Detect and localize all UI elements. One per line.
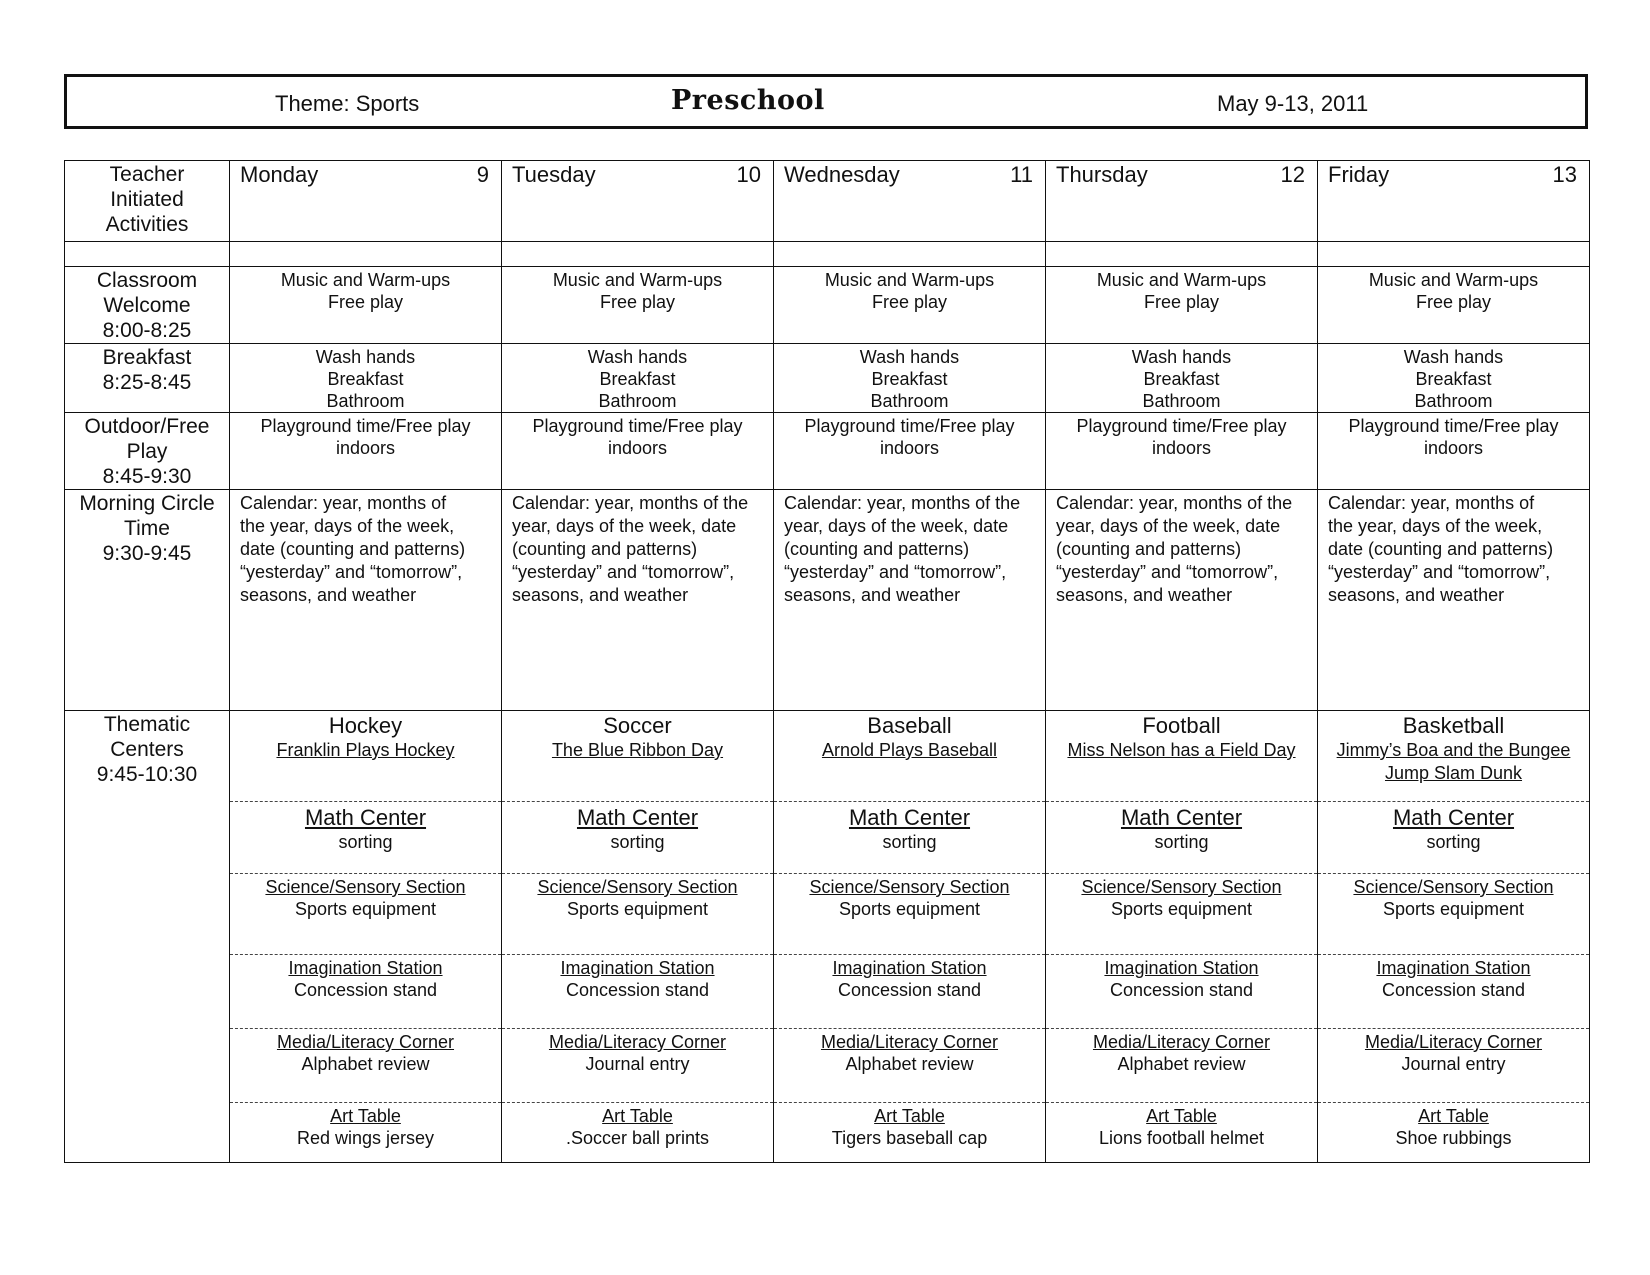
media-center (1318, 1028, 1589, 1102)
breakfast-line: Wash hands (1131, 347, 1232, 367)
circle-line: Calendar: year, months of the (1056, 493, 1293, 513)
circle-line: “yesterday” and “tomorrow”, (784, 562, 1007, 582)
art-center-label: Art Table (330, 1106, 401, 1126)
day-header-row (65, 161, 1590, 242)
math-center-activity: sorting (1426, 832, 1481, 852)
breakfast-line: Bathroom (598, 391, 677, 411)
circle-line: “yesterday” and “tomorrow”, (1056, 562, 1279, 582)
row-label-thematic (65, 711, 230, 1163)
art-center-activity: .Soccer ball prints (565, 1128, 710, 1148)
day-name: Thursday (1056, 162, 1148, 187)
book-title: Miss Nelson has a Field Day (1067, 740, 1296, 760)
thematic-cell (774, 711, 1046, 1163)
welcome-line: Free play (599, 292, 676, 312)
theme-block (1318, 711, 1589, 801)
circle-line: date (counting and patterns) (1328, 539, 1554, 559)
thematic-cell (1046, 711, 1318, 1163)
circle-line: seasons, and weather (1056, 585, 1233, 605)
circle-line: seasons, and weather (512, 585, 689, 605)
day-header-thursday (1046, 161, 1318, 242)
breakfast-line: Breakfast (327, 369, 404, 389)
math-center (774, 801, 1045, 873)
row-label-line: Welcome (103, 294, 191, 317)
row-label-line: 8:25-8:45 (102, 371, 192, 394)
math-center-label: Math Center (576, 805, 699, 830)
circle-line: “yesterday” and “tomorrow”, (512, 562, 735, 582)
media-center-activity: Alphabet review (301, 1054, 430, 1074)
row-label-circle (65, 490, 230, 711)
math-center-activity: sorting (610, 832, 665, 852)
math-center-activity: sorting (882, 832, 937, 852)
outdoor-line: indoors (1151, 438, 1212, 458)
outdoor-line: Playground time/Free play (532, 416, 743, 436)
circle-cell (502, 490, 774, 711)
row-label-line: 9:30-9:45 (102, 542, 192, 565)
science-center (502, 873, 773, 954)
outdoor-line: indoors (879, 438, 940, 458)
science-center-activity: Sports equipment (1382, 899, 1525, 919)
empty-cell (502, 242, 774, 267)
science-center-activity: Sports equipment (838, 899, 981, 919)
breakfast-line: Bathroom (1414, 391, 1493, 411)
math-center-label: Math Center (304, 805, 427, 830)
outdoor-cell (502, 413, 774, 490)
media-center-label: Media/Literacy Corner (1092, 1032, 1271, 1052)
imagination-center (1046, 954, 1317, 1028)
row-label-line: Activities (105, 213, 189, 236)
imagination-center (502, 954, 773, 1028)
row-outdoor (65, 413, 1590, 490)
circle-cell (1318, 490, 1590, 711)
science-center-label: Science/Sensory Section (1081, 877, 1282, 897)
outdoor-line: Playground time/Free play (804, 416, 1015, 436)
outdoor-line: Playground time/Free play (1348, 416, 1559, 436)
book-title: Franklin Plays Hockey (276, 740, 455, 760)
art-center-label: Art Table (1418, 1106, 1489, 1126)
imagination-center-activity: Concession stand (293, 980, 438, 1000)
outdoor-line: Playground time/Free play (260, 416, 471, 436)
circle-line: the year, days of the week, (240, 516, 455, 536)
imagination-center (1318, 954, 1589, 1028)
art-center-label: Art Table (1146, 1106, 1217, 1126)
art-center-activity: Lions football helmet (1098, 1128, 1265, 1148)
breakfast-line: Breakfast (1415, 369, 1492, 389)
circle-line: year, days of the week, date (784, 516, 1009, 536)
science-center-label: Science/Sensory Section (537, 877, 738, 897)
theme-block (1046, 711, 1317, 801)
science-center-activity: Sports equipment (1110, 899, 1253, 919)
imagination-center-activity: Concession stand (1109, 980, 1254, 1000)
breakfast-line: Bathroom (1142, 391, 1221, 411)
day-number: 9 (476, 162, 489, 187)
circle-line: “yesterday” and “tomorrow”, (1328, 562, 1551, 582)
imagination-center-activity: Concession stand (565, 980, 710, 1000)
breakfast-cell (1046, 344, 1318, 413)
day-number: 12 (1280, 162, 1305, 187)
imagination-center-label: Imagination Station (560, 958, 715, 978)
welcome-line: Music and Warm-ups (280, 270, 451, 290)
math-center-activity: sorting (338, 832, 393, 852)
empty-cell (1046, 242, 1318, 267)
circle-line: Calendar: year, months of (240, 493, 447, 513)
circle-cell (1046, 490, 1318, 711)
row-thematic (65, 711, 1590, 1163)
row-label-line: Outdoor/Free (84, 415, 210, 438)
circle-cell (230, 490, 502, 711)
row-label-line: Breakfast (102, 346, 192, 369)
theme-block (230, 711, 501, 801)
sport-name: Baseball (867, 713, 952, 738)
science-center (774, 873, 1045, 954)
breakfast-line: Bathroom (870, 391, 949, 411)
circle-line: seasons, and weather (1328, 585, 1505, 605)
art-center (774, 1102, 1045, 1162)
science-center (230, 873, 501, 954)
breakfast-line: Wash hands (315, 347, 416, 367)
outdoor-cell (1046, 413, 1318, 490)
page-title: Preschool (671, 85, 825, 116)
empty-cell (230, 242, 502, 267)
science-center-activity: Sports equipment (566, 899, 709, 919)
welcome-line: Free play (1415, 292, 1492, 312)
welcome-line: Music and Warm-ups (1368, 270, 1539, 290)
art-center-label: Art Table (602, 1106, 673, 1126)
row-label-line: Thematic (103, 713, 191, 736)
row-label-line: 8:45-9:30 (102, 465, 192, 488)
theme-label: Theme: Sports (275, 91, 420, 116)
row-label-line: Centers (110, 738, 184, 761)
spacer-row (65, 242, 1590, 267)
math-center-label: Math Center (848, 805, 971, 830)
outdoor-line: indoors (1423, 438, 1484, 458)
math-center (502, 801, 773, 873)
science-center-label: Science/Sensory Section (809, 877, 1010, 897)
media-center-label: Media/Literacy Corner (548, 1032, 727, 1052)
circle-line: “yesterday” and “tomorrow”, (240, 562, 463, 582)
row-circle (65, 490, 1590, 711)
math-center (1318, 801, 1589, 873)
theme-block (774, 711, 1045, 801)
media-center-activity: Journal entry (585, 1054, 690, 1074)
breakfast-cell (502, 344, 774, 413)
science-center (1046, 873, 1317, 954)
theme-block (502, 711, 773, 801)
welcome-line: Free play (871, 292, 948, 312)
math-center (230, 801, 501, 873)
circle-line: (counting and patterns) (784, 539, 970, 559)
art-center-activity: Tigers baseball cap (831, 1128, 988, 1148)
day-number: 10 (736, 162, 761, 187)
thematic-cell (1318, 711, 1590, 1163)
circle-line: Calendar: year, months of (1328, 493, 1535, 513)
circle-line: (counting and patterns) (1056, 539, 1242, 559)
welcome-cell (1318, 267, 1590, 344)
row-label-line: Teacher (109, 163, 185, 186)
circle-line: date (counting and patterns) (240, 539, 466, 559)
day-name: Friday (1328, 162, 1390, 187)
breakfast-line: Breakfast (1143, 369, 1220, 389)
math-center (1046, 801, 1317, 873)
outdoor-line: indoors (607, 438, 668, 458)
art-center-activity: Shoe rubbings (1395, 1128, 1512, 1148)
media-center (774, 1028, 1045, 1102)
imagination-center-label: Imagination Station (1376, 958, 1531, 978)
breakfast-cell (1318, 344, 1590, 413)
media-center-label: Media/Literacy Corner (820, 1032, 999, 1052)
day-name: Monday (240, 162, 319, 187)
day-number: 11 (1010, 162, 1033, 187)
circle-line: the year, days of the week, (1328, 516, 1543, 536)
science-center-label: Science/Sensory Section (265, 877, 466, 897)
row-label-outdoor (65, 413, 230, 490)
row-label-line: Play (126, 440, 168, 463)
imagination-center-activity: Concession stand (1381, 980, 1526, 1000)
corner-label (65, 161, 230, 242)
imagination-center (774, 954, 1045, 1028)
outdoor-cell (230, 413, 502, 490)
outdoor-cell (774, 413, 1046, 490)
breakfast-line: Wash hands (587, 347, 688, 367)
imagination-center-label: Imagination Station (832, 958, 987, 978)
row-label-line: 9:45-10:30 (96, 763, 198, 786)
row-breakfast (65, 344, 1590, 413)
imagination-center-label: Imagination Station (288, 958, 443, 978)
science-center-activity: Sports equipment (294, 899, 437, 919)
media-center-activity: Journal entry (1401, 1054, 1506, 1074)
circle-line: Calendar: year, months of the (784, 493, 1021, 513)
welcome-cell (1046, 267, 1318, 344)
media-center-activity: Alphabet review (1117, 1054, 1246, 1074)
breakfast-line: Bathroom (326, 391, 405, 411)
circle-line: year, days of the week, date (1056, 516, 1281, 536)
breakfast-line: Wash hands (859, 347, 960, 367)
day-header-wednesday (774, 161, 1046, 242)
row-label-line: Classroom (96, 269, 198, 292)
lesson-plan-table (64, 160, 1590, 1163)
math-center-activity: sorting (1154, 832, 1209, 852)
breakfast-cell (230, 344, 502, 413)
art-center (502, 1102, 773, 1162)
welcome-line: Free play (1143, 292, 1220, 312)
row-label-line: Initiated (110, 188, 184, 211)
sport-name: Soccer (603, 713, 672, 738)
art-center (1046, 1102, 1317, 1162)
art-center-activity: Red wings jersey (296, 1128, 435, 1148)
empty-cell (1318, 242, 1590, 267)
art-center (1318, 1102, 1589, 1162)
outdoor-cell (1318, 413, 1590, 490)
welcome-line: Music and Warm-ups (552, 270, 723, 290)
math-center-label: Math Center (1392, 805, 1515, 830)
row-label-line: 8:00-8:25 (102, 319, 192, 342)
row-welcome (65, 267, 1590, 344)
book-title: The Blue Ribbon Day (551, 740, 724, 760)
date-range: May 9-13, 2011 (1217, 91, 1369, 116)
media-center (230, 1028, 501, 1102)
sport-name: Hockey (328, 713, 403, 738)
thematic-cell (230, 711, 502, 1163)
day-header-friday (1318, 161, 1590, 242)
breakfast-line: Breakfast (871, 369, 948, 389)
book-title: Jimmy’s Boa and the Bungee (1336, 740, 1571, 760)
welcome-line: Music and Warm-ups (1096, 270, 1267, 290)
row-label-breakfast (65, 344, 230, 413)
media-center (502, 1028, 773, 1102)
welcome-cell (230, 267, 502, 344)
circle-line: seasons, and weather (784, 585, 961, 605)
media-center-label: Media/Literacy Corner (276, 1032, 455, 1052)
row-label-line: Time (124, 517, 170, 540)
book-title-continued: Jump Slam Dunk (1384, 763, 1523, 783)
media-center-activity: Alphabet review (845, 1054, 974, 1074)
day-number: 13 (1552, 162, 1577, 187)
row-label-welcome (65, 267, 230, 344)
welcome-line: Music and Warm-ups (824, 270, 995, 290)
day-header-monday (230, 161, 502, 242)
day-name: Wednesday (784, 162, 900, 187)
sport-name: Football (1142, 713, 1221, 738)
imagination-center-label: Imagination Station (1104, 958, 1259, 978)
circle-line: (counting and patterns) (512, 539, 698, 559)
day-name: Tuesday (512, 162, 596, 187)
breakfast-line: Wash hands (1403, 347, 1504, 367)
breakfast-cell (774, 344, 1046, 413)
circle-cell (774, 490, 1046, 711)
sport-name: Basketball (1402, 713, 1505, 738)
circle-line: seasons, and weather (240, 585, 417, 605)
welcome-line: Free play (327, 292, 404, 312)
media-center (1046, 1028, 1317, 1102)
welcome-cell (774, 267, 1046, 344)
day-header-tuesday (502, 161, 774, 242)
math-center-label: Math Center (1120, 805, 1243, 830)
circle-line: year, days of the week, date (512, 516, 737, 536)
media-center-label: Media/Literacy Corner (1364, 1032, 1543, 1052)
row-label-line: Morning Circle (79, 492, 215, 515)
thematic-cell (502, 711, 774, 1163)
science-center (1318, 873, 1589, 954)
art-center (230, 1102, 501, 1162)
outdoor-line: Playground time/Free play (1076, 416, 1287, 436)
art-center-label: Art Table (874, 1106, 945, 1126)
circle-line: Calendar: year, months of the (512, 493, 749, 513)
empty-cell (65, 242, 230, 267)
science-center-label: Science/Sensory Section (1353, 877, 1554, 897)
welcome-cell (502, 267, 774, 344)
outdoor-line: indoors (335, 438, 396, 458)
empty-cell (774, 242, 1046, 267)
header-box (64, 74, 1588, 129)
book-title: Arnold Plays Baseball (821, 740, 998, 760)
imagination-center-activity: Concession stand (837, 980, 982, 1000)
imagination-center (230, 954, 501, 1028)
breakfast-line: Breakfast (599, 369, 676, 389)
